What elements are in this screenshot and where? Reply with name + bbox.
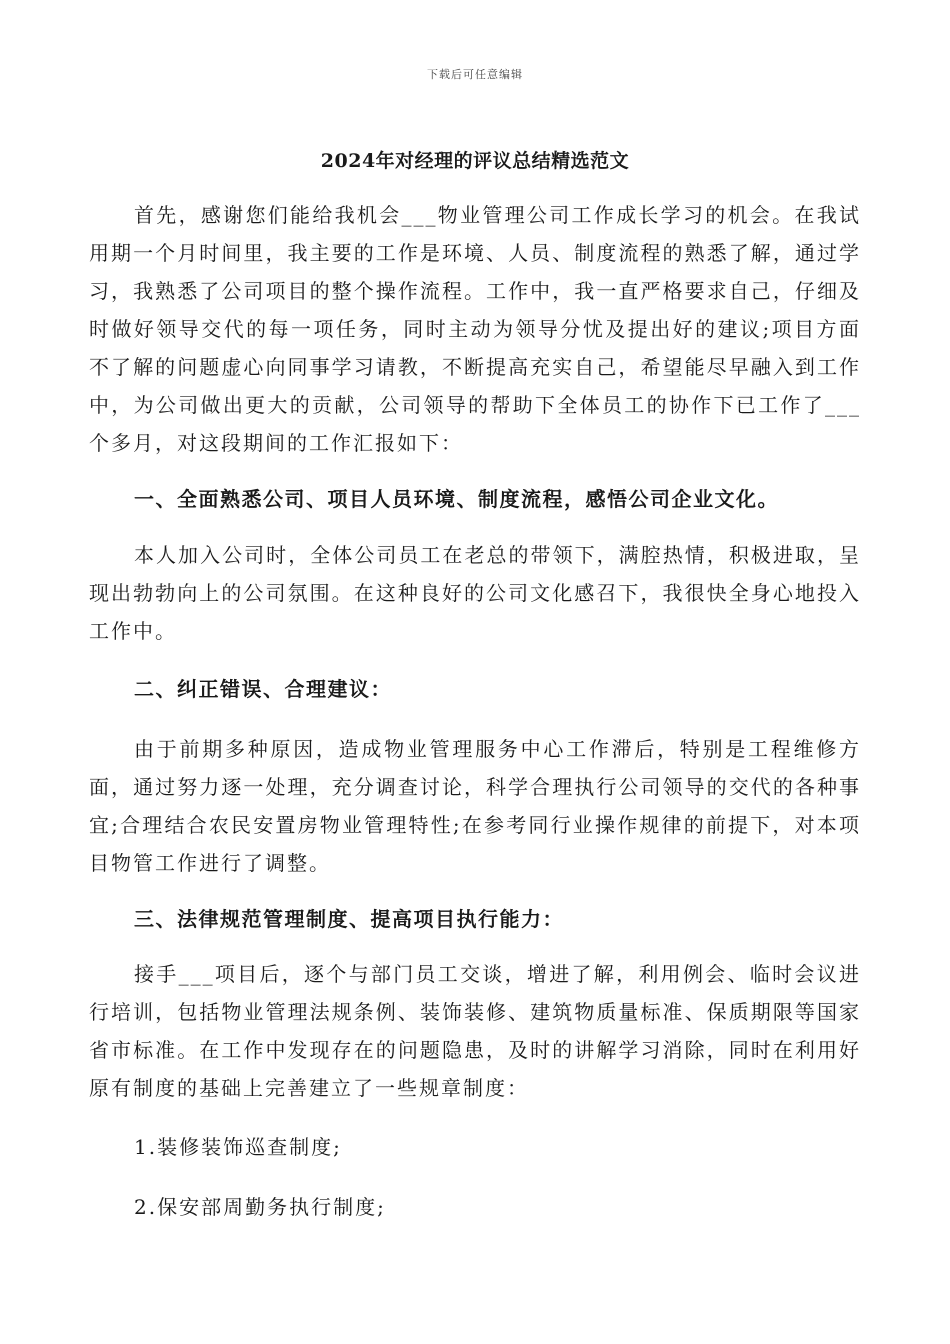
section-heading-2: 二、纠正错误、合理建议：: [134, 677, 392, 701]
section-heading-1: 一、全面熟悉公司、项目人员环境、制度流程，感悟公司企业文化。: [134, 487, 779, 511]
document-title: 2024年对经理的评议总结精选范文: [320, 150, 630, 172]
intro-paragraph: 首先，感谢您们能给我机会___物业管理公司工作成长学习的机会。在我试用期一个月时间里，我主要的工作是环境、人员、制度流程的熟悉了解，通过学习，我熟悉了公司项目的整个操作流程。工作中，我一直严格要求自己，仔细及时做好领导交代的每一项任务，同时主动为领导分忧及提出好的建议;项目方面不了解的问题虚心向同事学习请教，不断提高充实自己，希望能尽早融入到工作中，为公司做出更大的贡献，公司领导的帮助下全体员工的协作下已工作了___个多月，对这段期间的工作汇报如下：: [89, 203, 861, 455]
list-item: 1.装修装饰巡查制度;: [134, 1135, 342, 1159]
list-item: 2.保安部周勤务执行制度;: [134, 1195, 386, 1219]
header-note: 下载后可任意编辑: [427, 68, 523, 81]
section-1-paragraph: 本人加入公司时，全体公司员工在老总的带领下，满腔热情，积极进取，呈现出勃勃向上的公司氛围。在这种良好的公司文化感召下，我很快全身心地投入工作中。: [89, 543, 861, 643]
section-2-paragraph: 由于前期多种原因，造成物业管理服务中心工作滞后，特别是工程维修方面，通过努力逐一处理，充分调查讨论，科学合理执行公司领导的交代的各种事宜;合理结合农民安置房物业管理特性;在参考同行业操作规律的前提下，对本项目物管工作进行了调整。: [89, 737, 861, 875]
section-3-paragraph: 接手___项目后，逐个与部门员工交谈，增进了解，利用例会、临时会议进行培训，包括物业管理法规条例、装饰装修、建筑物质量标准、保质期限等国家省市标准。在工作中发现存在的问题隐患，及时的讲解学习消除，同时在利用好原有制度的基础上完善建立了一些规章制度：: [89, 962, 861, 1100]
section-heading-3: 三、法律规范管理制度、提高项目执行能力：: [134, 907, 564, 931]
